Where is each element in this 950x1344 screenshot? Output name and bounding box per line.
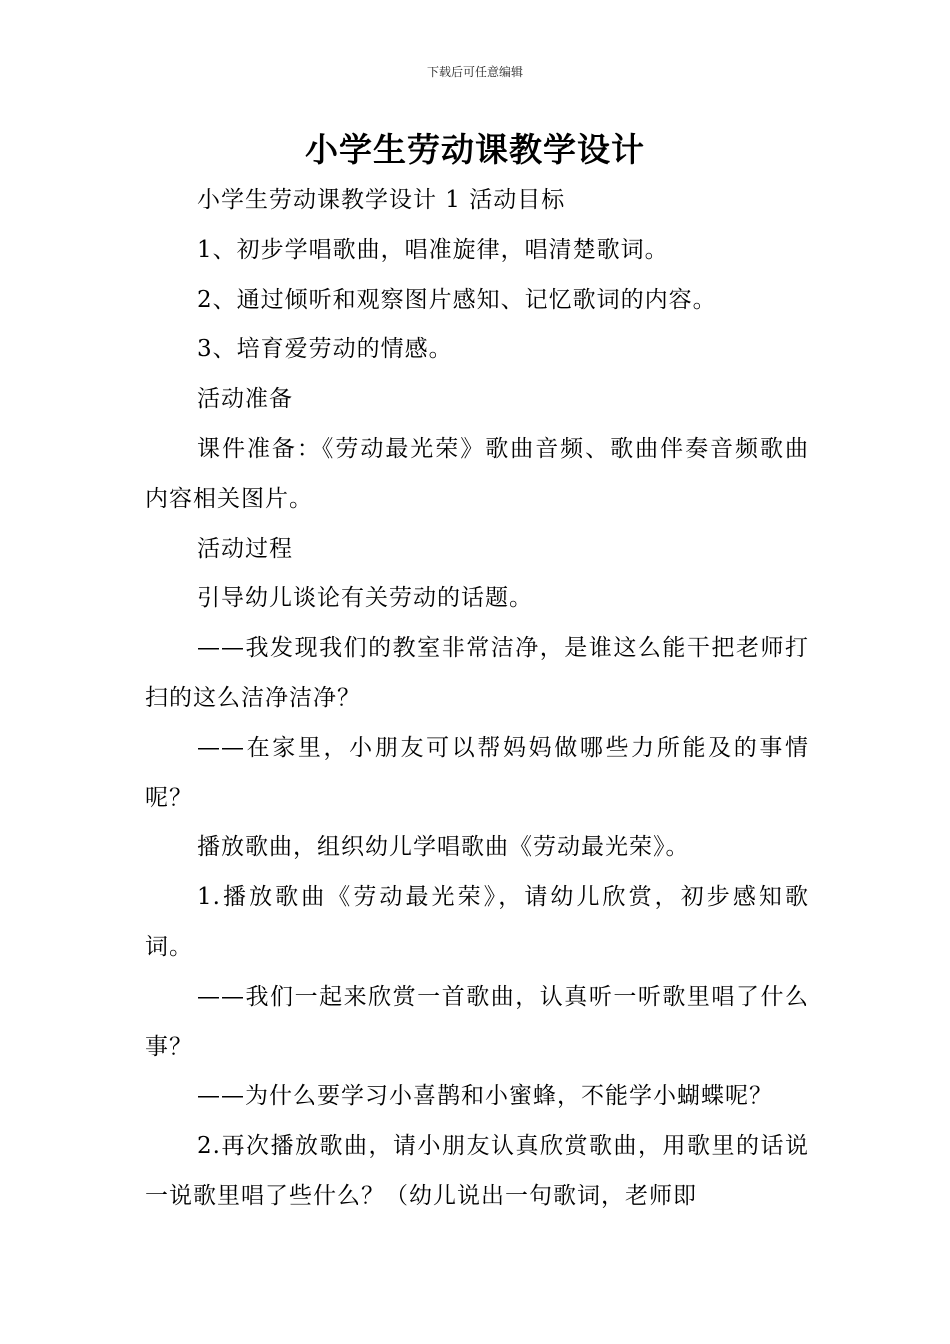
paragraph-goal-1: 1、初步学唱歌曲，唱准旋律，唱清楚歌词。: [197, 236, 669, 263]
paragraph-dialogue-1: ——我发现我们的教室非常洁净，是谁这么能干把老师打扫的这么洁净洁净？: [145, 635, 809, 711]
paragraph-step-2: 2.再次播放歌曲，请小朋友认真欣赏歌曲，用歌里的话说一说歌里唱了些什么？（幼儿说出一句歌词，老师即: [145, 1133, 809, 1209]
paragraph-dialogue-4: ——为什么要学习小喜鹊和小蜜蜂，不能学小蝴蝶呢？: [197, 1083, 773, 1110]
paragraph-process-heading: 活动过程: [197, 535, 293, 562]
header-note: 下载后可任意编辑: [426, 65, 523, 79]
paragraph-preparation: 课件准备：《劳动最光荣》歌曲音频、歌曲伴奏音频歌曲内容相关图片。: [145, 435, 809, 512]
paragraph-play-song: 播放歌曲，组织幼儿学唱歌曲《劳动最光荣》。: [197, 834, 690, 861]
paragraph-goal-3: 3、培育爱劳动的情感。: [197, 336, 453, 363]
paragraph-dialogue-3: ——我们一起来欣赏一首歌曲，认真听一听歌里唱了什么事？: [145, 983, 809, 1060]
paragraph-section-heading: 小学生劳动课教学设计 1 活动目标: [197, 187, 566, 213]
paragraph-preparation-heading: 活动准备: [197, 386, 293, 413]
paragraph-guide: 引导幼儿谈论有关劳动的话题。: [197, 585, 533, 612]
paragraph-dialogue-2: ——在家里，小朋友可以帮妈妈做哪些力所能及的事情呢？: [145, 734, 809, 811]
paragraph-goal-2: 2、通过倾听和观察图片感知、记忆歌词的内容。: [197, 286, 717, 313]
document-title: 小学生劳动课教学设计: [305, 130, 645, 169]
paragraph-step-1: 1.播放歌曲《劳动最光荣》，请幼儿欣赏，初步感知歌词。: [145, 884, 809, 960]
document-body: [145, 176, 809, 1222]
